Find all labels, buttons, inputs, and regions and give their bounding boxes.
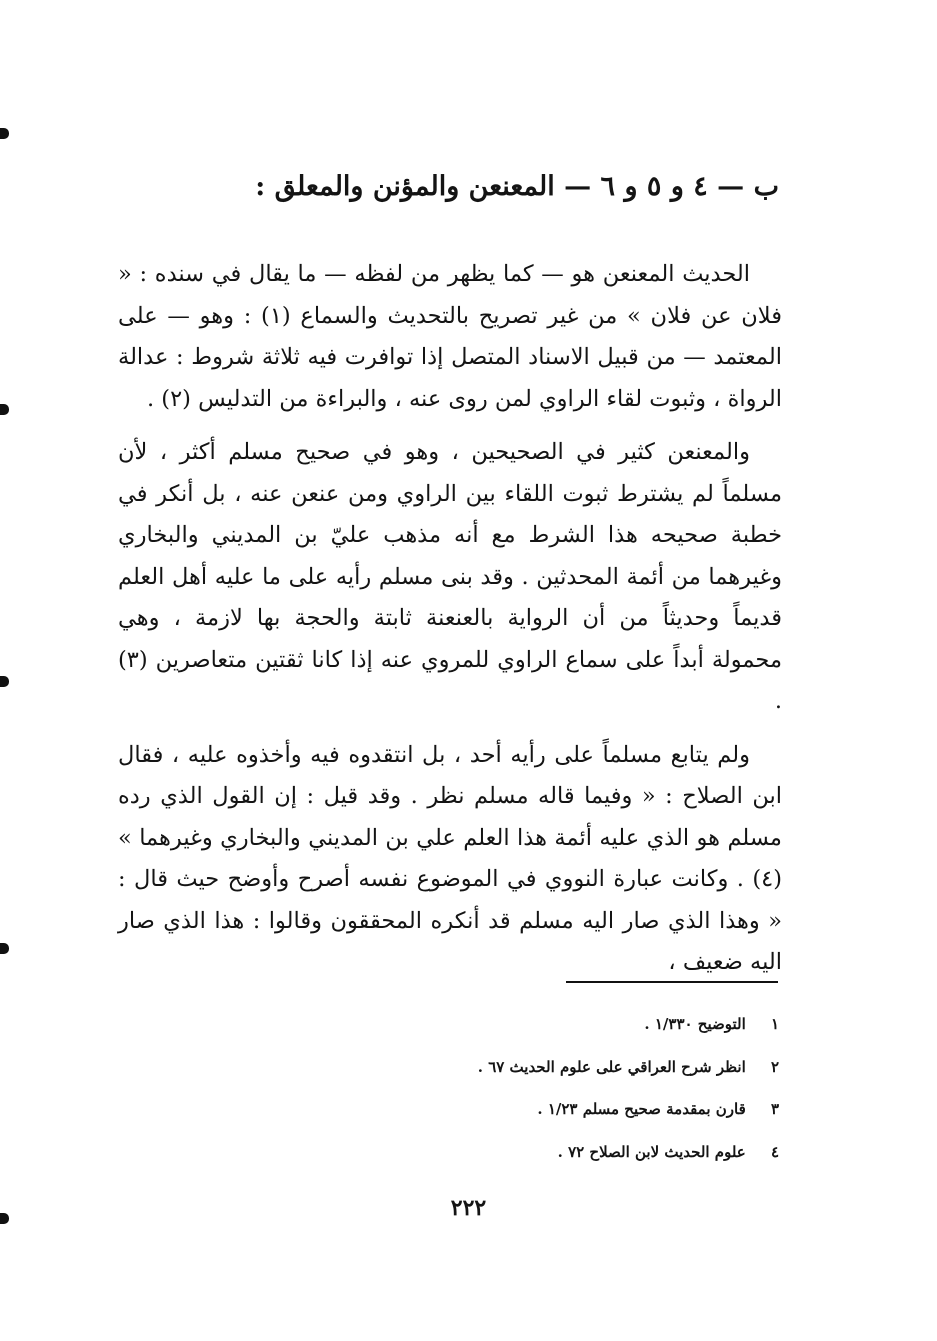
footnote-3 [159,1099,779,1120]
body-text [118,254,782,996]
paragraph-3: ولم يتابع مسلماً على رأيه أحد ، بل انتقدوه فيه وأخذوه عليه ، فقال ابن الصلاح : « وفيما قاله مسلم نظر . وقد قيل : إن القول الذي رده مسلم هو الذي عليه أئمة هذا العلم علي بن المديني والبخاري وغيرهما » (٤) . وكانت عبارة النووي في الموضوع نفسه أصرح وأوضح حيث قال : « وهذا الذي صار اليه مسلم قد أنكره المحققون وقالوا : هذا الذي صار اليه ضعيف ، [118,741,782,975]
paragraph-1: الحديث المعنعن هو — كما يظهر من لفظه — ما يقال في سنده : « فلان عن فلان » من غير تصريح بالتحديث والسماع (١) : وهو — على المعتمد — من قبيل الاسناد المتصل إذا توافرت فيه ثلاثة شروط : عدالة الرواة ، وثبوت لقاء الراوي لمن روى عنه ، والبراءة من التدليس (٢) . [118,261,782,412]
footnotes [159,1014,779,1184]
footnote-text: قارن بمقدمة صحيح مسلم ١/٢٣ . [537,1100,746,1118]
scan-edge-mark [0,404,9,415]
footnote-text: التوضيح ١/٣٣٠ . [644,1015,746,1033]
footnote-4 [159,1142,779,1163]
footnote-1 [159,1014,779,1035]
footnote-text: انظر شرح العراقي على علوم الحديث ٦٧ . [477,1057,746,1076]
footnote-separator [566,981,778,983]
footnote-number: ٣ [770,1100,779,1118]
footnote-number: ١ [770,1015,779,1033]
footnote-2 [159,1057,779,1078]
scan-edge-mark [0,943,9,954]
paragraph-2: والمعنعن كثير في الصحيحين ، وهو في صحيح مسلم أكثر ، لأن مسلماً لم يشترط ثبوت اللقاء بين الراوي ومن عنعن عنه ، بل أنكر في خطبة صحيحه هذا الشرط مع أنه مذهب عليّ بن المديني والبخاري وغيرهما من أئمة المحدثين . وقد بنى مسلم رأيه على ما عليه أهل العلم قديماً وحديثاً من أن الرواية بالعنعنة ثابتة والحجة بها لازمة ، وهي محمولة أبداً على سماع الراوي للمروي عنه إذا كانا ثقتين متعاصرين (٣) . [118,439,782,714]
scan-edge-mark [0,128,9,139]
section-heading: ب — ٤ و ٥ و ٦ — المعنعن والمؤنن والمعلق : [255,171,779,202]
footnote-text: علوم الحديث لابن الصلاح ٧٢ . [557,1142,746,1161]
scan-edge-mark [0,676,9,687]
footnote-number: ٢ [770,1057,779,1076]
footnote-number: ٤ [770,1142,779,1161]
page-number: ٢٢٢ [450,1195,487,1221]
